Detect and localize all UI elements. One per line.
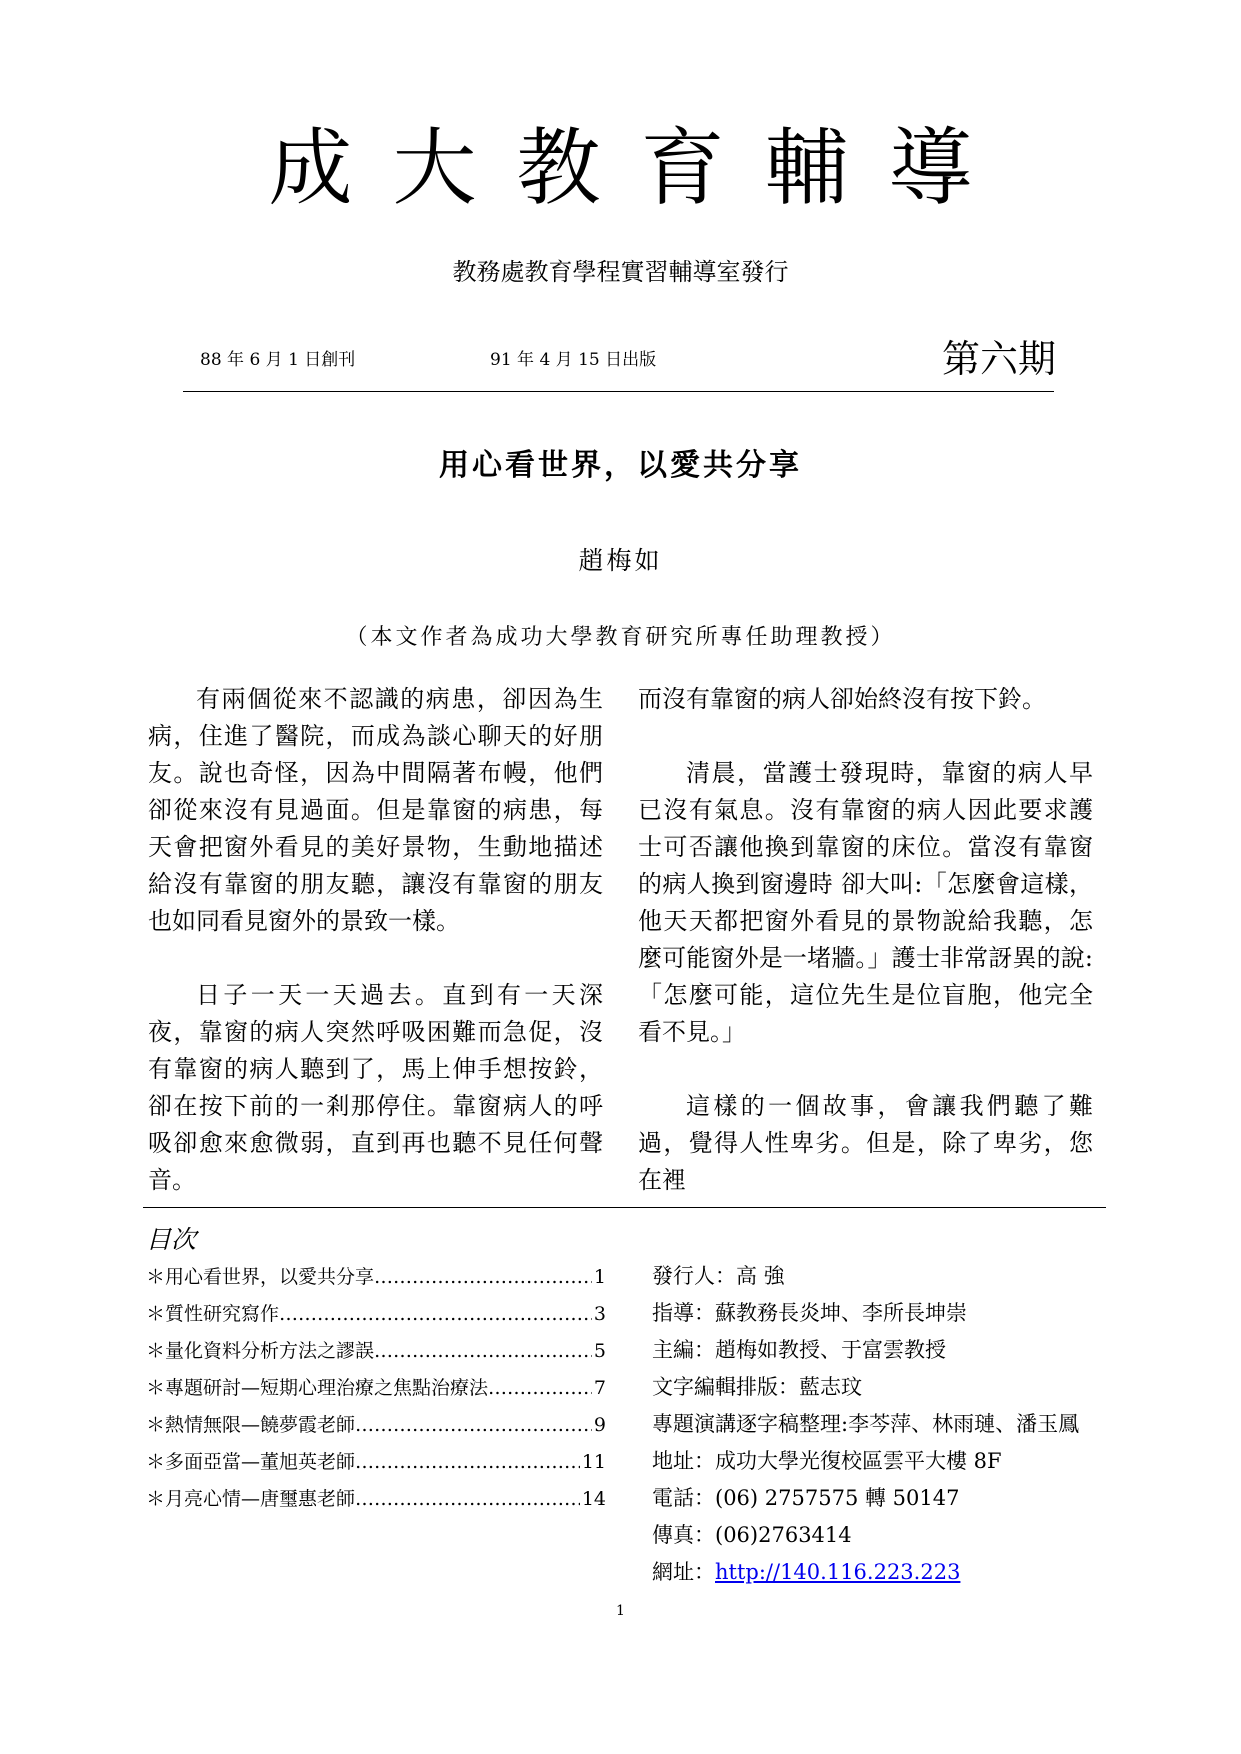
issue-number: 第六期 [942,337,1057,381]
transcription-info: 專題演講逐字稿整理:李芩萍、林雨璉、潘玉鳳 [652,1412,1080,1436]
toc-leader-dots [355,1414,592,1436]
toc-leader-dots [374,1266,592,1288]
toc-item-page: 11 [581,1451,606,1473]
toc-leader-dots [374,1340,592,1362]
layout-info: 文字編輯排版：藍志玟 [652,1375,862,1399]
toc-item[interactable] [146,1447,606,1484]
publisher-line: 教務處教育學程實習輔導室發行 [452,258,789,286]
toc-leader-dots [488,1377,592,1399]
fax-info: 傳真：(06)2763414 [652,1523,852,1547]
toc-item-page: 5 [593,1340,606,1362]
table-of-contents [146,1262,606,1521]
toc-item-page: 7 [593,1377,606,1399]
founded-date: 88 年 6 月 1 日創刊 [200,350,356,370]
toc-item[interactable] [146,1299,606,1336]
article-author: 趙梅如 [578,546,663,575]
toc-item[interactable] [146,1262,606,1299]
toc-item-page: 3 [593,1303,606,1325]
toc-item[interactable] [146,1410,606,1447]
article-column-right [638,681,1093,1236]
issuer-info: 發行人：高 強 [652,1264,785,1288]
page-number: 1 [616,1603,625,1619]
toc-item-page: 14 [581,1488,606,1510]
article-paragraph: 清晨，當護士發現時，靠窗的病人早已沒有氣息。沒有靠窗的病人因此要求護士可否讓他換到靠窗的床位。當沒有靠窗的病人換到窗邊時 卻大叫:「怎麼會這樣，他天天都把窗外看見的景物說給我聽，怎麼可能窗外是一堵牆。」護士非常訝異的說:「怎麼可能，這位先生是位盲胞，他完全看不見。」 [638,759,1093,1046]
toc-leader-dots [355,1488,580,1510]
toc-item-title: ＊熱情無限—饒夢霞老師 [146,1414,356,1436]
toc-leader-dots [355,1451,580,1473]
author-note: （本文作者為成功大學教育研究所專任助理教授） [345,625,896,650]
website-link[interactable]: http://140.116.223.223 [715,1560,961,1584]
article-column-left [148,681,603,1236]
article-paragraph: 有兩個從來不認識的病患，卻因為生病，住進了醫院，而成為談心聊天的好朋友。說也奇怪，因為中間隔著布幔，他們卻從來沒有見過面。但是靠窗的病患，每天會把窗外看見的美好景物，生動地描述給沒有靠窗的朋友聽，讓沒有靠窗的朋友也如同看見窗外的景致一樣。 [148,685,603,935]
toc-item[interactable] [146,1484,606,1521]
article-paragraph: 這樣的一個故事，會讓我們聽了難過，覺得人性卑劣。但是，除了卑劣，您在裡 [638,1092,1093,1194]
toc-item[interactable] [146,1373,606,1410]
article-paragraph-continuation: 而沒有靠窗的病人卻始終沒有按下鈴。 [638,685,1046,713]
header-divider [183,391,1054,392]
toc-leader-dots [279,1303,592,1325]
toc-item-title: ＊多面亞當—董旭英老師 [146,1451,356,1473]
published-date: 91 年 4 月 15 日出版 [490,350,657,370]
toc-heading: 目次 [146,1225,197,1254]
address-info: 地址：成功大學光復校區雲平大樓 8F [652,1449,1002,1473]
editor-info: 主編：趙梅如教授、于富雲教授 [652,1338,946,1362]
toc-item-title: ＊月亮心情—唐璽惠老師 [146,1488,356,1510]
website-label: 網址： [652,1560,715,1584]
toc-item-title: ＊量化資料分析方法之謬誤 [146,1340,375,1362]
toc-item-title: ＊專題研討—短期心理治療之焦點治療法 [146,1377,489,1399]
section-divider [143,1207,1106,1208]
toc-item-page: 1 [593,1266,606,1288]
toc-item-title: ＊質性研究寫作 [146,1303,280,1325]
website-info [652,1554,1079,1591]
article-title: 用心看世界，以愛共分享 [439,448,802,483]
phone-info: 電話：(06) 2757575 轉 50147 [652,1486,960,1510]
toc-item-title: ＊用心看世界，以愛共分享 [146,1266,375,1288]
toc-item-page: 9 [593,1414,606,1436]
advisor-info: 指導：蘇教務長炎坤、李所長坤崇 [652,1301,967,1325]
article-paragraph: 日子一天一天過去。直到有一天深夜，靠窗的病人突然呼吸困難而急促，沒有靠窗的病人聽到了，馬上伸手想按鈴，卻在按下前的一剎那停住。靠窗病人的呼吸卻愈來愈微弱，直到再也聽不見任何聲音。 [148,981,603,1194]
masthead-title: 成大教育輔導 [268,119,1013,217]
publication-info [652,1258,1079,1591]
toc-item[interactable] [146,1336,606,1373]
